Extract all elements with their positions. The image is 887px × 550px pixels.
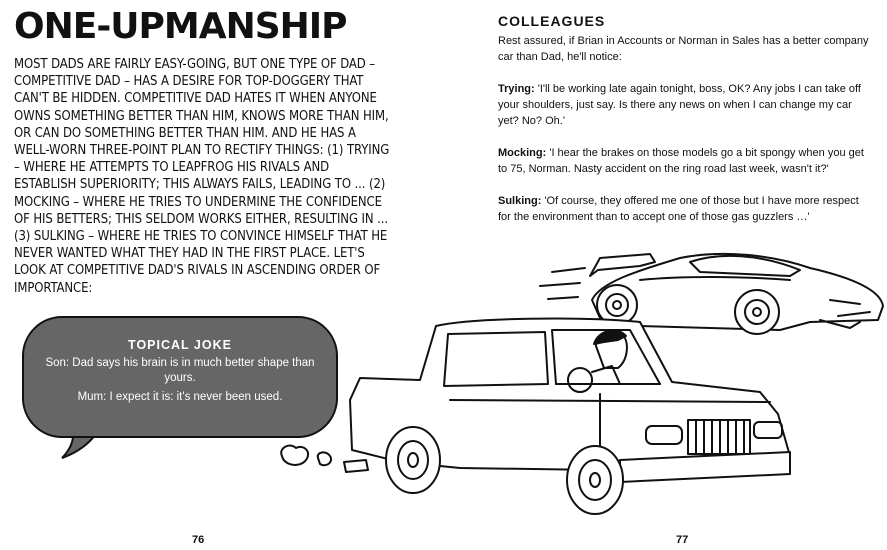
item-text: 'I hear the brakes on those models go a bit spongy when you get to 75, Norman. Nasty accident on the ring road last week, wasn't it?' [498, 147, 864, 175]
joke-line-2: Mum: I expect it is: it's never been used. [77, 391, 283, 403]
exhaust-puffs [281, 446, 331, 466]
page-number-right: 77 [676, 534, 689, 546]
page-number-left: 76 [192, 534, 205, 546]
item-label: Sulking: [498, 195, 542, 207]
joke-title: TOPICAL JOKE [128, 338, 232, 352]
section-title: COLLEAGUES [498, 13, 606, 29]
saloon-car-drawing [344, 319, 790, 514]
intro-paragraph: MOST DADS ARE FAIRLY EASY-GOING, BUT ONE TYPE OF DAD – COMPETITIVE DAD – HAS A DESIRE FOR TOP-DOGGERY THAT CAN'T BE HIDDEN. COMPETITIVE DAD HATES IT WHEN ANYONE OWNS SOMETHING BETTER THAN HIM, KNOWS MORE THAN HIM, OR CAN DO SOMETHING BETTER THAN HIM. AND HE HAS A WELL-WORN THREE-POINT PLAN TO RECTIFY THINGS: (1) TRYING – WHERE HE ATTEMPTS TO LEAPFROG HIS RIVALS AND ESTABLISH SUPERIORITY; THIS ALWAYS FAILS, LEADING TO ... (2) MOCKING – WHERE HE TRIES TO UNDERMINE THE CONFIDENCE OF HIS BETTERS; THIS SELDOM WORKS EITHER, RESULTING IN ... (3) SULKING – WHERE HE TRIES TO CONVINCE HIMSELF THAT HE NEVER WANTED WHAT THEY HAD IN THE FIRST PLACE. LET'S LOOK AT COMPETITIVE DAD'S RIVALS IN ASCENDING ORDER OF IMPORTANCE: [14, 57, 390, 296]
item-label: Mocking: [498, 147, 547, 159]
joke-line-1: Son: Dad says his brain is in much better shape than yours. [45, 357, 315, 384]
item-text: 'I'll be working late again tonight, boss, OK? Any jobs I can take off your shoulders, just say. Is there any news on when I can change my car yet? No? Oh.' [498, 83, 861, 127]
page-title: ONE-UPMANSHIP [14, 6, 347, 47]
colleagues-intro: Rest assured, if Brian in Accounts or Norman in Sales has a better company car than Dad, he'll notice: [498, 35, 869, 63]
item-text: 'Of course, they offered me one of those but I have more respect for the environment than to accept one of those gas guzzlers …' [498, 195, 859, 223]
item-label: Trying: [498, 83, 535, 95]
